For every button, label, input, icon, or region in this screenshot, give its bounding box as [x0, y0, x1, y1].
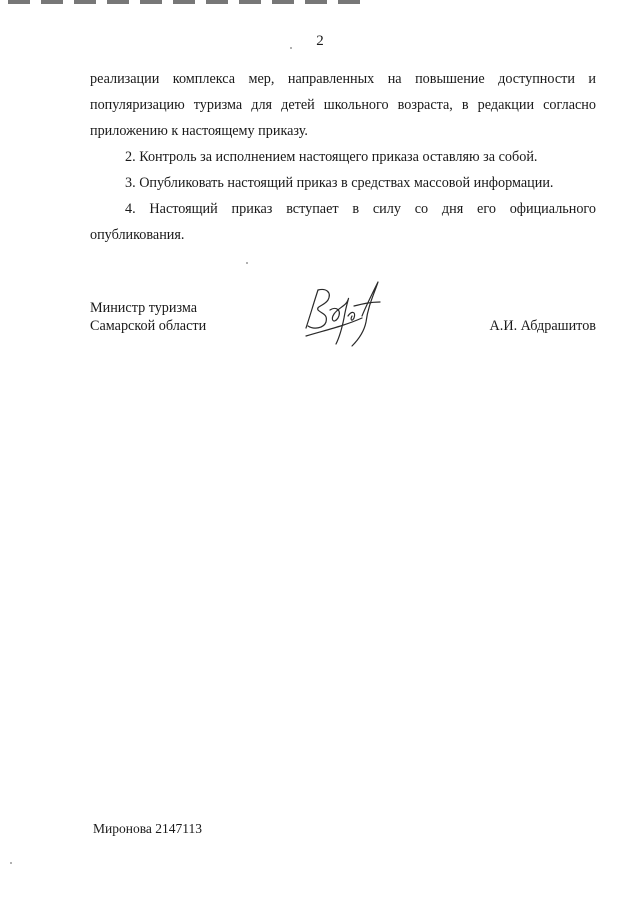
paragraph-continuation: реализации комплекса мер, направленных на повышение доступности и популяризацию туризма для детей школьного возраста, в редакции согласно приложению к настоящему приказу. — [90, 71, 596, 139]
executor-contact: Миронова 2147113 — [93, 821, 203, 836]
scan-speck — [290, 47, 292, 49]
scan-speck — [10, 862, 12, 864]
scan-edge-dashes — [8, 0, 368, 4]
paragraph-effective-clause: 4. Настоящий приказ вступает в силу со дня его официального опубликования. — [90, 201, 596, 243]
scan-speck — [246, 262, 248, 264]
handwritten-signature — [296, 276, 388, 356]
document-body — [90, 66, 596, 248]
paragraph-control-clause: 2. Контроль за исполнением настоящего приказа оставляю за собой. — [125, 149, 538, 165]
signer-title-line-1: Министр туризма — [90, 300, 198, 316]
signer-title-line-2: Самарской области — [90, 318, 207, 334]
signer-name: А.И. Абдрашитов — [489, 318, 596, 334]
paragraph-publication-clause: 3. Опубликовать настоящий приказ в средствах массовой информации. — [125, 175, 554, 191]
signer-title — [90, 299, 206, 335]
page-number: 2 — [316, 33, 324, 49]
